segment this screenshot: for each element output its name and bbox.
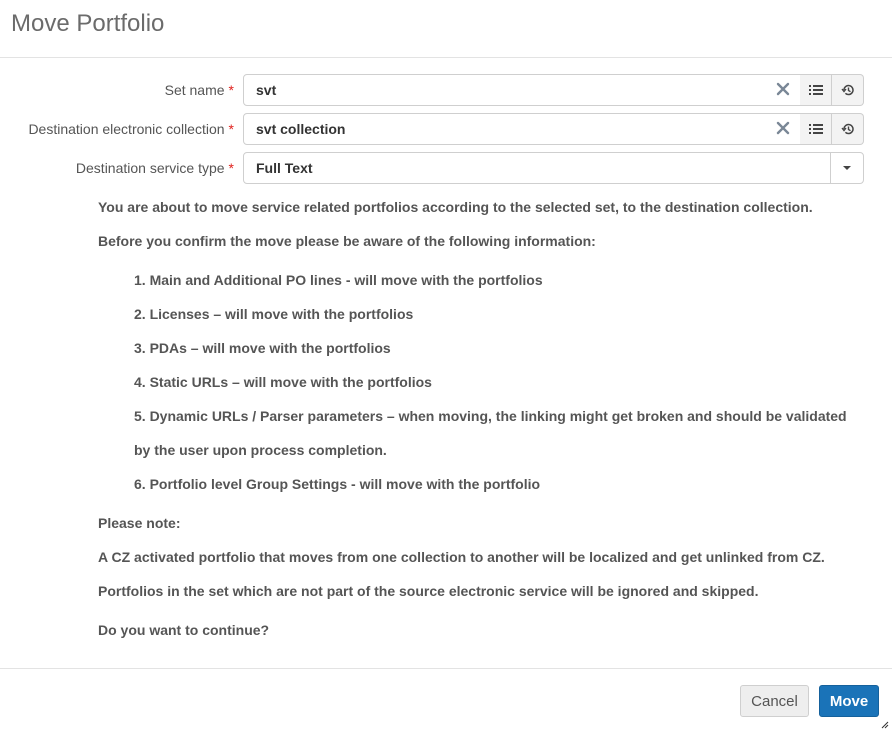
destination-collection-label <box>28 113 234 145</box>
history-icon <box>841 83 855 97</box>
destination-collection-row <box>0 113 892 145</box>
list-item: 3. PDAs – will move with the portfolios <box>134 340 391 356</box>
destination-service-type-label <box>76 152 234 184</box>
list-item: 1. Main and Additional PO lines - will move with the portfolios <box>134 272 543 288</box>
destination-service-type-value: Full Text <box>256 160 313 176</box>
destination-service-type-select[interactable] <box>243 152 864 184</box>
move-button[interactable]: Move <box>819 685 879 717</box>
close-icon[interactable] <box>775 81 791 99</box>
destination-collection-list-button[interactable] <box>800 113 832 145</box>
list-item: 2. Licenses – will move with the portfolios <box>134 306 414 322</box>
set-name-row <box>0 74 892 106</box>
caret-down-icon[interactable] <box>830 153 863 183</box>
note-skipped: Portfolios in the set which are not part of the source electronic service will be ignored and skipped. <box>98 583 759 599</box>
destination-collection-label-text: Destination electronic collection <box>28 121 225 137</box>
cancel-button[interactable]: Cancel <box>740 685 809 717</box>
set-name-value: svt <box>256 82 277 98</box>
close-icon[interactable] <box>775 120 791 138</box>
dialog-footer <box>0 668 892 733</box>
list-item: 5. Dynamic URLs / Parser parameters – when moving, the linking might get broken and should be validated by the user upon process completion. <box>134 408 847 458</box>
list-item: 4. Static URLs – will move with the portfolios <box>134 374 432 390</box>
set-name-input[interactable] <box>243 74 802 106</box>
list-icon <box>809 84 823 96</box>
destination-collection-history-button[interactable] <box>832 113 864 145</box>
set-name-label-text: Set name <box>164 82 225 98</box>
impact-list <box>98 263 858 501</box>
list-item: 6. Portfolio level Group Settings - will move with the portfolio <box>134 476 541 492</box>
required-mark: * <box>228 160 234 176</box>
destination-collection-input[interactable] <box>243 113 802 145</box>
intro-text: You are about to move service related portfolios according to the selected set, to the destination collection. Before you confirm the move please be aware of the following information: <box>98 199 813 249</box>
dialog-header <box>0 0 892 58</box>
set-name-label <box>165 74 234 106</box>
move-information <box>98 190 858 647</box>
set-name-list-button[interactable] <box>800 74 832 106</box>
destination-collection-value: svt collection <box>256 121 346 137</box>
dialog-title: Move Portfolio <box>11 10 165 37</box>
destination-service-type-label-text: Destination service type <box>75 160 225 176</box>
confirm-question: Do you want to continue? <box>98 622 270 638</box>
resize-handle-icon[interactable] <box>881 721 889 729</box>
note-cz: A CZ activated portfolio that moves from one collection to another will be localized and get unlinked from CZ. <box>98 549 825 565</box>
history-icon <box>841 122 855 136</box>
required-mark: * <box>228 121 234 137</box>
note-heading: Please note: <box>98 515 181 531</box>
list-icon <box>809 123 823 135</box>
required-mark: * <box>228 82 234 98</box>
set-name-history-button[interactable] <box>832 74 864 106</box>
destination-service-type-row <box>0 152 892 184</box>
